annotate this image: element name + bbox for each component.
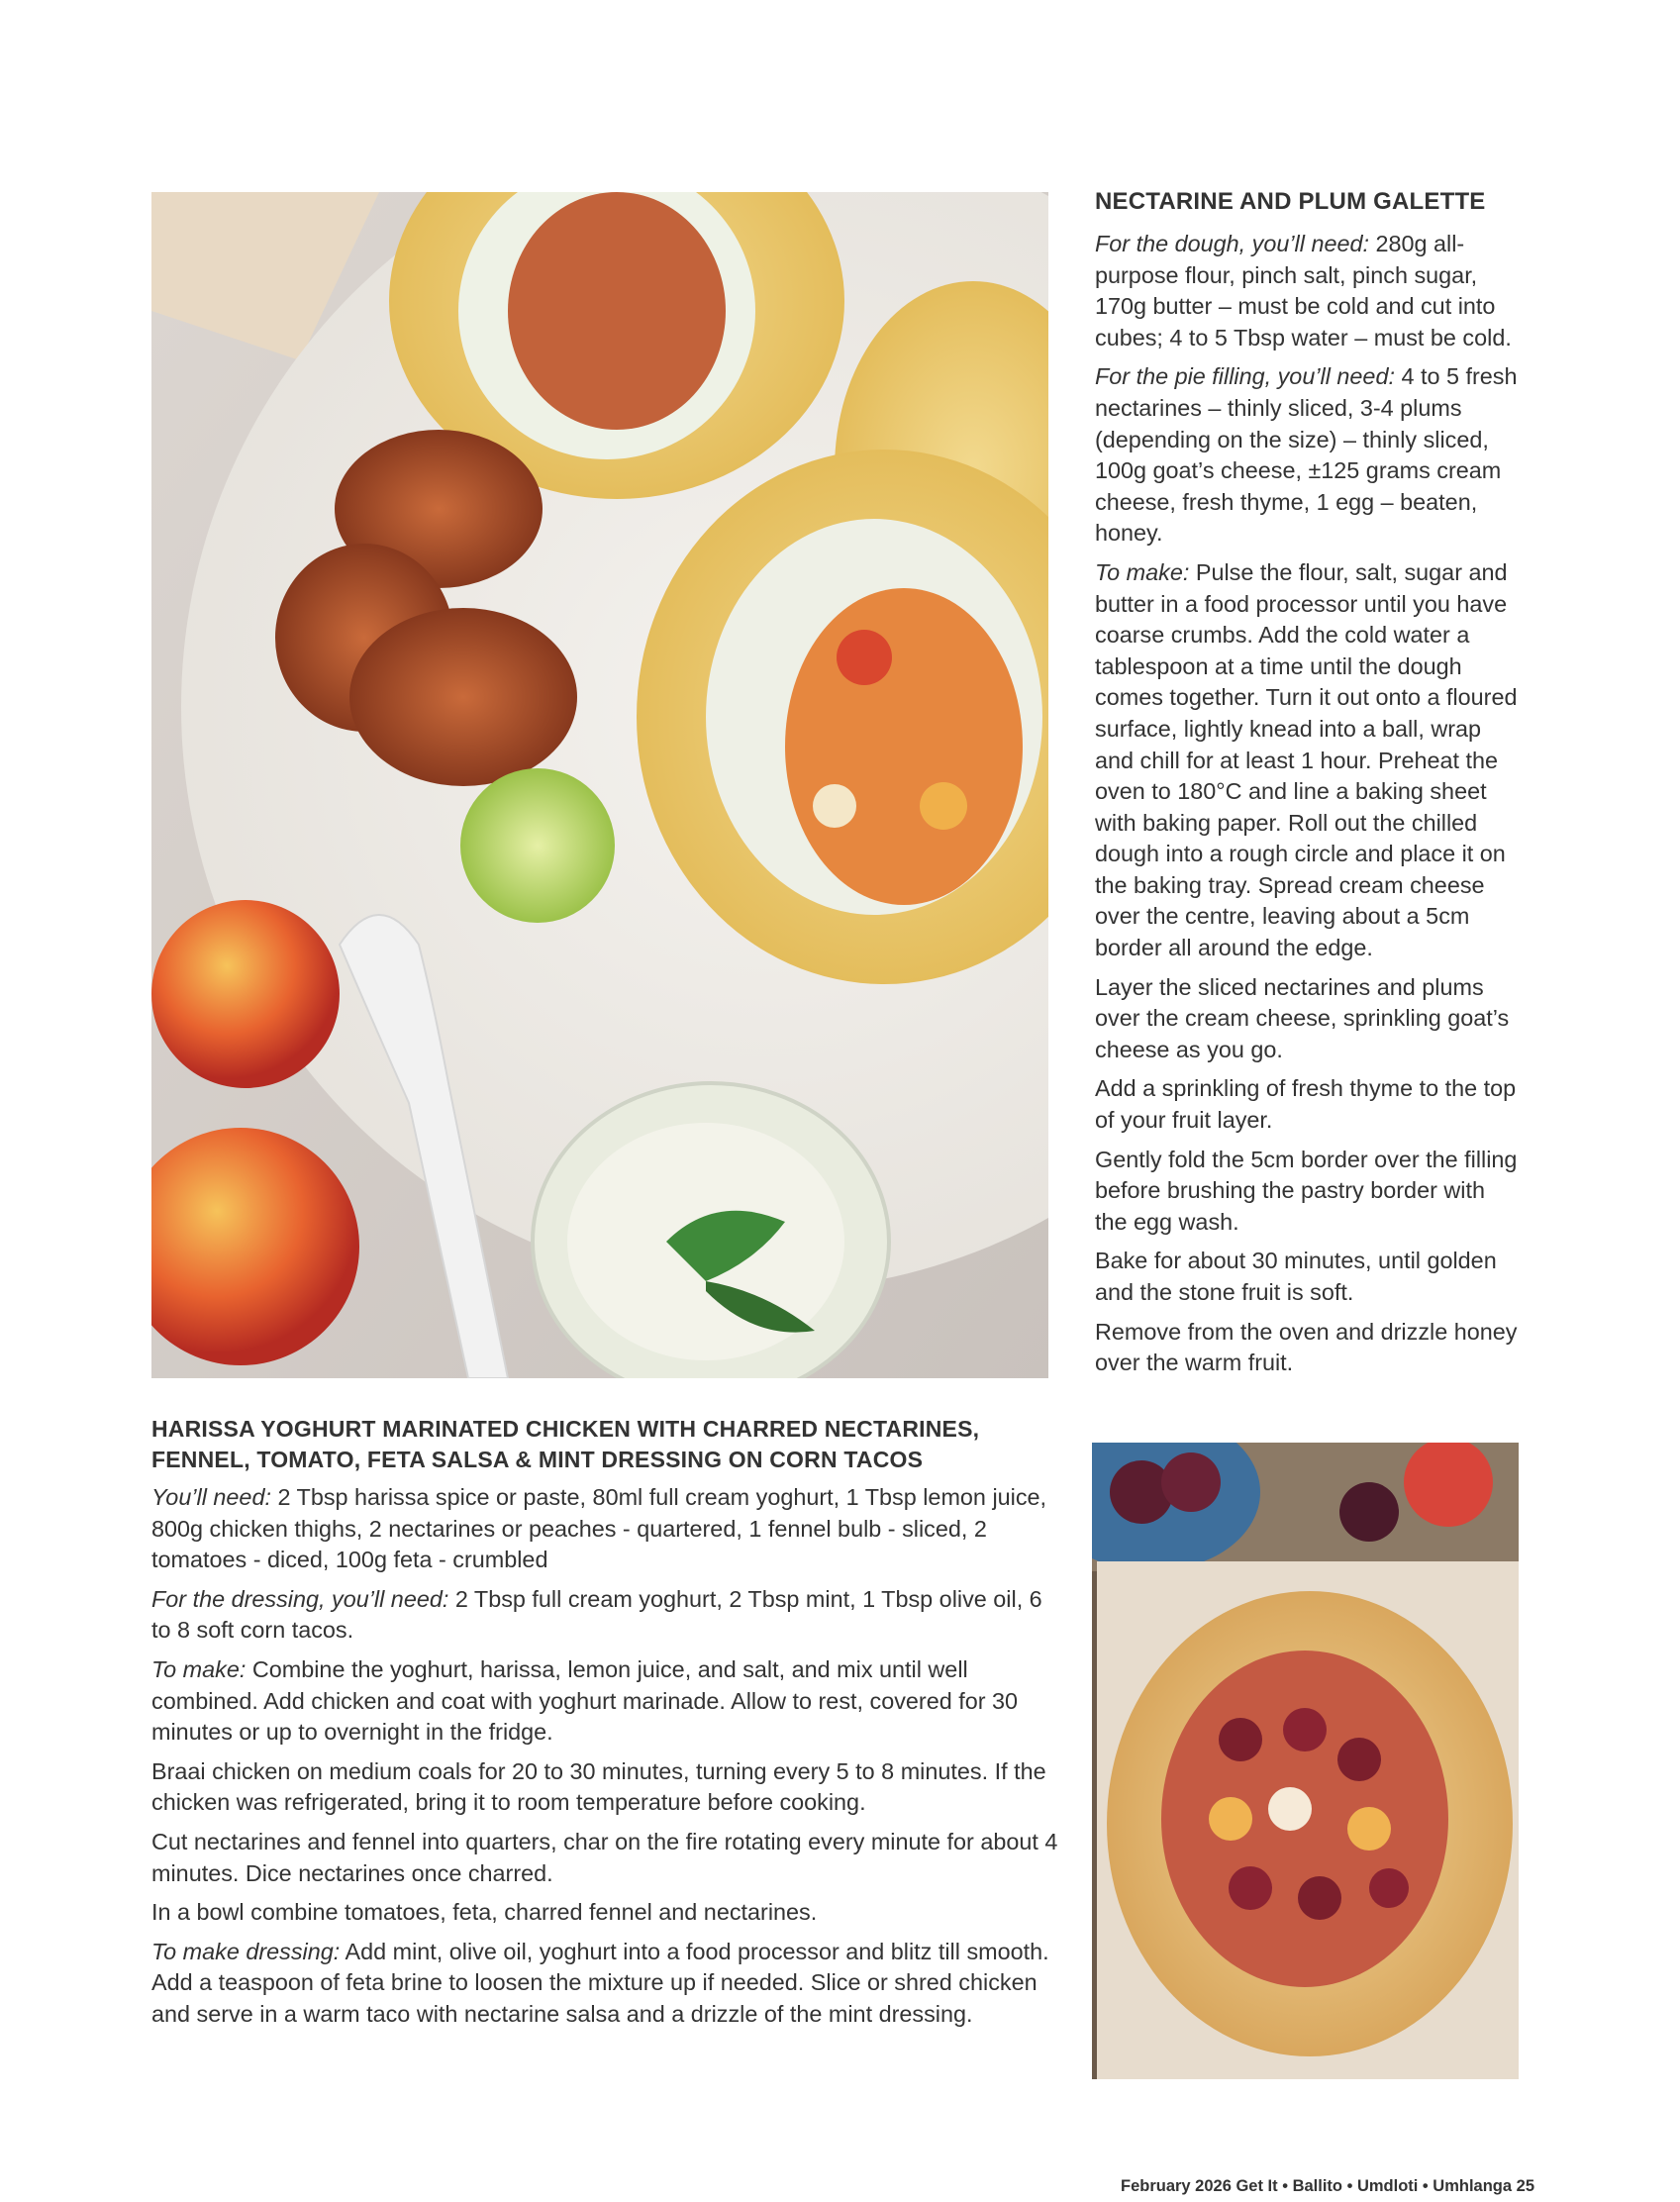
galette-body xyxy=(1095,229,1523,1387)
chicken-paragraph: Cut nectarines and fennel into quarters, char on the fire rotating every minute for about 4 minutes. Dice nectarines once charred. xyxy=(151,1828,1058,1886)
chicken-paragraph: In a bowl combine tomatoes, feta, charred fennel and nectarines. xyxy=(151,1899,818,1926)
chicken-paragraph: For the dressing, you’ll need: 2 Tbsp full cream yoghurt, 2 Tbsp mint, 1 Tbsp olive oil, 6 to 8 soft corn tacos. xyxy=(151,1585,1042,1644)
galette-paragraph: Remove from the oven and drizzle honey over the warm fruit. xyxy=(1095,1318,1518,1376)
galette-paragraph: For the pie filling, you’ll need: 4 to 5 fresh nectarines – thinly sliced, 3-4 plums (depending on the size) – thinly sliced, 100g goat’s cheese, ±125 grams cream cheese, fresh thyme, 1 egg – beaten, honey. xyxy=(1095,363,1518,547)
galette-title: NECTARINE AND PLUM GALETTE xyxy=(1095,188,1486,215)
chicken-paragraph: You’ll need: 2 Tbsp harissa spice or paste, 80ml full cream yoghurt, 1 Tbsp lemon juice, 800g chicken thighs, 2 nectarines or peaches - quartered, 1 fennel bulb - sliced, 2 tomatoes - diced, 100g feta - crumbled xyxy=(151,1484,1047,1573)
page-footer: February 2026 Get It • Ballito • Umdloti • Umhlanga 25 xyxy=(1120,2177,1534,2195)
chicken-body xyxy=(151,1482,1062,2039)
chicken-paragraph: Braai chicken on medium coals for 20 to 30 minutes, turning every 5 to 8 minutes. If the chicken was refrigerated, bring it to room temperature before cooking. xyxy=(151,1757,1046,1816)
galette-paragraph: Add a sprinkling of fresh thyme to the top of your fruit layer. xyxy=(1095,1075,1517,1134)
galette-paragraph: To make: Pulse the flour, salt, sugar and butter in a food processor until you have coarse crumbs. Add the cold water a tablespoon at a time until the dough comes together. Turn it out onto a floured surface, lightly knead into a ball, wrap and chill for at least 1 hour. Preheat the oven to 180°C and line a baking sheet with baking paper. Roll out the chilled dough into a rough circle and place it on the baking tray. Spread cream cheese over the centre, leaving about a 5cm border all around the edge. xyxy=(1095,558,1518,961)
galette-paragraph: Gently fold the 5cm border over the filling before brushing the pastry border with the egg wash. xyxy=(1095,1146,1518,1235)
galette-paragraph: For the dough, you’ll need: 280g all-purpose flour, pinch salt, pinch sugar, 170g butter – must be cold and cut into cubes; 4 to 5 Tbsp water – must be cold. xyxy=(1095,231,1512,350)
galette-photo xyxy=(1092,1443,1519,2079)
galette-paragraph: Layer the sliced nectarines and plums over the cream cheese, sprinkling goat’s cheese as you go. xyxy=(1095,973,1510,1062)
chicken-paragraph: To make dressing: Add mint, olive oil, yoghurt into a food processor and blitz till smooth. Add a teaspoon of feta brine to loosen the mixture up if needed. Slice or shred chicken and serve in a warm taco with nectarine salsa and a drizzle of the mint dressing. xyxy=(151,1938,1049,2027)
tacos-chicken-photo xyxy=(151,192,1048,1378)
galette-paragraph: Bake for about 30 minutes, until golden and the stone fruit is soft. xyxy=(1095,1248,1497,1305)
chicken-title: HARISSA YOGHURT MARINATED CHICKEN WITH CHARRED NECTARINES, FENNEL, TOMATO, FETA SALSA & MINT DRESSING ON CORN TACOS xyxy=(151,1416,980,1472)
chicken-paragraph: To make: Combine the yoghurt, harissa, lemon juice, and salt, and mix until well combined. Add chicken and coat with yoghurt marinade. Allow to rest, covered for 30 minutes or up to overnight in the fridge. xyxy=(151,1655,1019,1746)
